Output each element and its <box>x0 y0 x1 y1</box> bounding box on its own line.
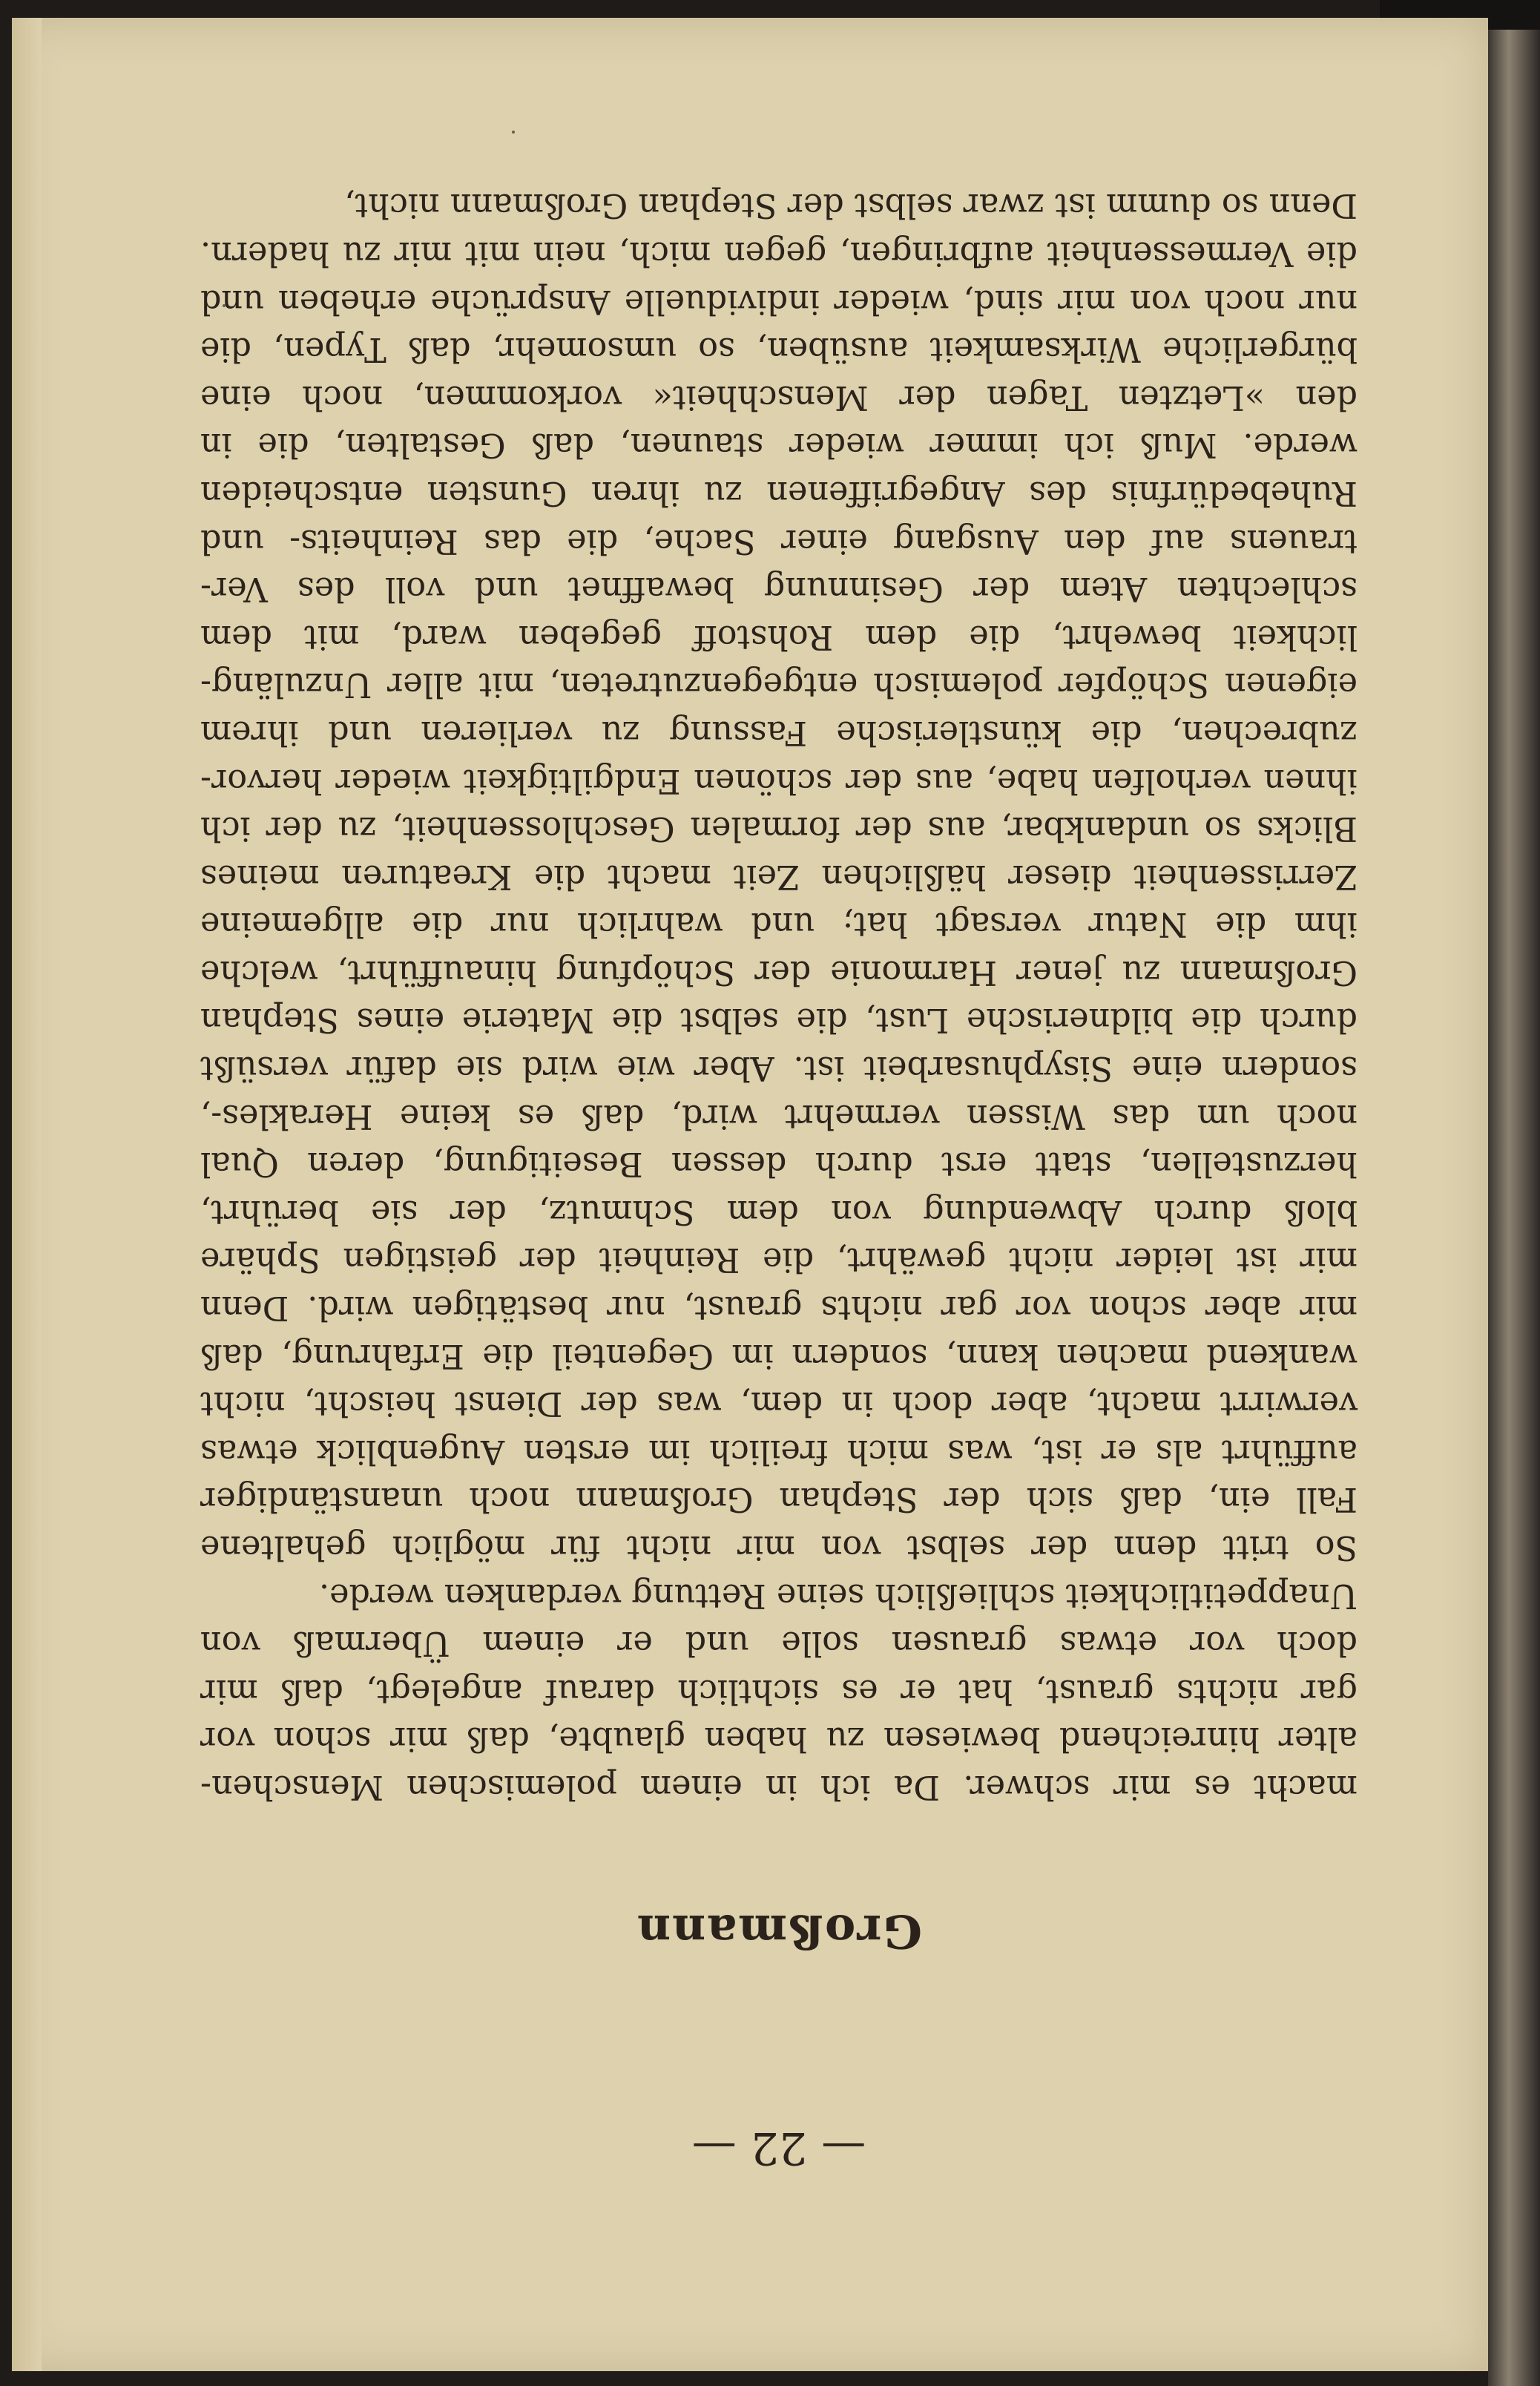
text-line: werde. Muß ich immer wieder staunen, daß Gestalten, die in <box>200 426 1358 464</box>
text-line: nur noch von mir sind, wieder individuelle Ansprüche erheben und <box>200 282 1358 321</box>
text-line: aufführt als er ist, was mich freilich im ersten Augenblick etwas <box>200 1432 1358 1470</box>
chapter-title: Großmann <box>636 1904 923 1959</box>
text-line: mir aber schon vor gar nichts graust, nur bestätigen wird. Denn <box>200 1289 1358 1327</box>
text-line: Blicks so undankbar, aus der formalen Geschlossenheit, zu der ich <box>200 809 1358 848</box>
text-line: bürgerliche Wirksamkeit ausüben, so umsomehr, daß Typen, die <box>200 330 1358 369</box>
text-line: den »Letzten Tagen der Menschheit« vorkommen, noch eine <box>200 378 1358 416</box>
text-line: Unappetitlichkeit schließlich seine Rettung verdanken werde. <box>318 1576 1358 1614</box>
text-line: ihm die Natur versagt hat; und wahrlich nur die allgemeine <box>200 905 1358 944</box>
text-line: mir ist leider nicht gewährt, die Reinheit der geistigen Sphäre <box>200 1240 1358 1279</box>
text-line: schlechten Atem der Gesinnung bewaffnet und voll des Ver- <box>200 570 1358 608</box>
text-line: Ruhebedürfnis des Angegriffenen zu ihren Gunsten entscheiden <box>200 473 1358 512</box>
text-line: durch die bildnerische Lust, die selbst die Materie eines Stephan <box>200 1001 1358 1039</box>
text-line: lichkeit bewehrt, die dem Rohstoff gegeben ward, mit dem <box>200 617 1358 656</box>
text-line: noch um das Wissen vermehrt wird, daß es keine Herakles-, <box>200 1097 1358 1135</box>
text-line: So tritt denn der selbst von mir nicht für möglich gehaltene <box>200 1528 1358 1567</box>
text-line: Denn so dumm ist zwar selbst der Stephan Großmann nicht, <box>344 186 1358 225</box>
text-line: die Vermessenheit aufbringen, gegen mich, nein mit mir zu hadern. <box>200 234 1358 272</box>
page-number: — 22 — <box>691 2122 866 2174</box>
text-line: alter hinreichend bewiesen zu haben glaubte, daß mir schon vor <box>200 1720 1358 1758</box>
text-line: Großmann zu jener Harmonie der Schöpfung hinaufführt, welche <box>200 953 1358 991</box>
text-line: eigenen Schöpfer polemisch entgegenzutreten, mit aller Unzuläng- <box>200 665 1358 704</box>
text-line: trauens auf den Ausgang einer Sache, die das Reinheits- und <box>200 522 1358 560</box>
text-line: gar nichts graust, hat er es sichtlich darauf angelegt, daß mir <box>200 1672 1358 1710</box>
text-line: herzustellen, statt erst durch dessen Beseitigung, deren Qual <box>200 1145 1358 1183</box>
text-line: doch vor etwas grausen solle und er einem Übermaß von <box>200 1624 1358 1663</box>
text-line: zubrechen, die künstlerische Fassung zu verlieren und ihrem <box>200 713 1358 752</box>
text-line: verwirrt macht, aber doch in dem, was der Dienst heischt, nicht <box>200 1384 1358 1423</box>
text-line: sondern eine Sisyphusarbeit ist. Aber wie wird sie dafür versüßt <box>200 1049 1358 1088</box>
text-line: Zerrissenheit dieser häßlichen Zeit macht die Kreaturen meines <box>200 857 1358 895</box>
text-line: Fall ein, daß sich der Stephan Großmann noch unanständiger <box>200 1480 1358 1519</box>
text-line: wankend machen kann, sondern im Gegenteil die Erfahrung, daß <box>200 1336 1358 1375</box>
text-line: ihnen verholfen habe, aus der schönen Endgiltigkeit wieder hervor- <box>200 761 1358 800</box>
page-left-edge <box>12 18 42 2371</box>
book-spine-edge <box>1488 0 1540 2386</box>
paper-speck <box>512 131 515 134</box>
text-line: macht es mir schwer. Da ich in einem polemischen Menschen- <box>200 1768 1358 1806</box>
body-text <box>200 181 1358 1810</box>
rotated-text-block <box>200 186 1358 2285</box>
text-line: bloß durch Abwendung von dem Schmutz, der sie berührt, <box>200 1192 1358 1231</box>
